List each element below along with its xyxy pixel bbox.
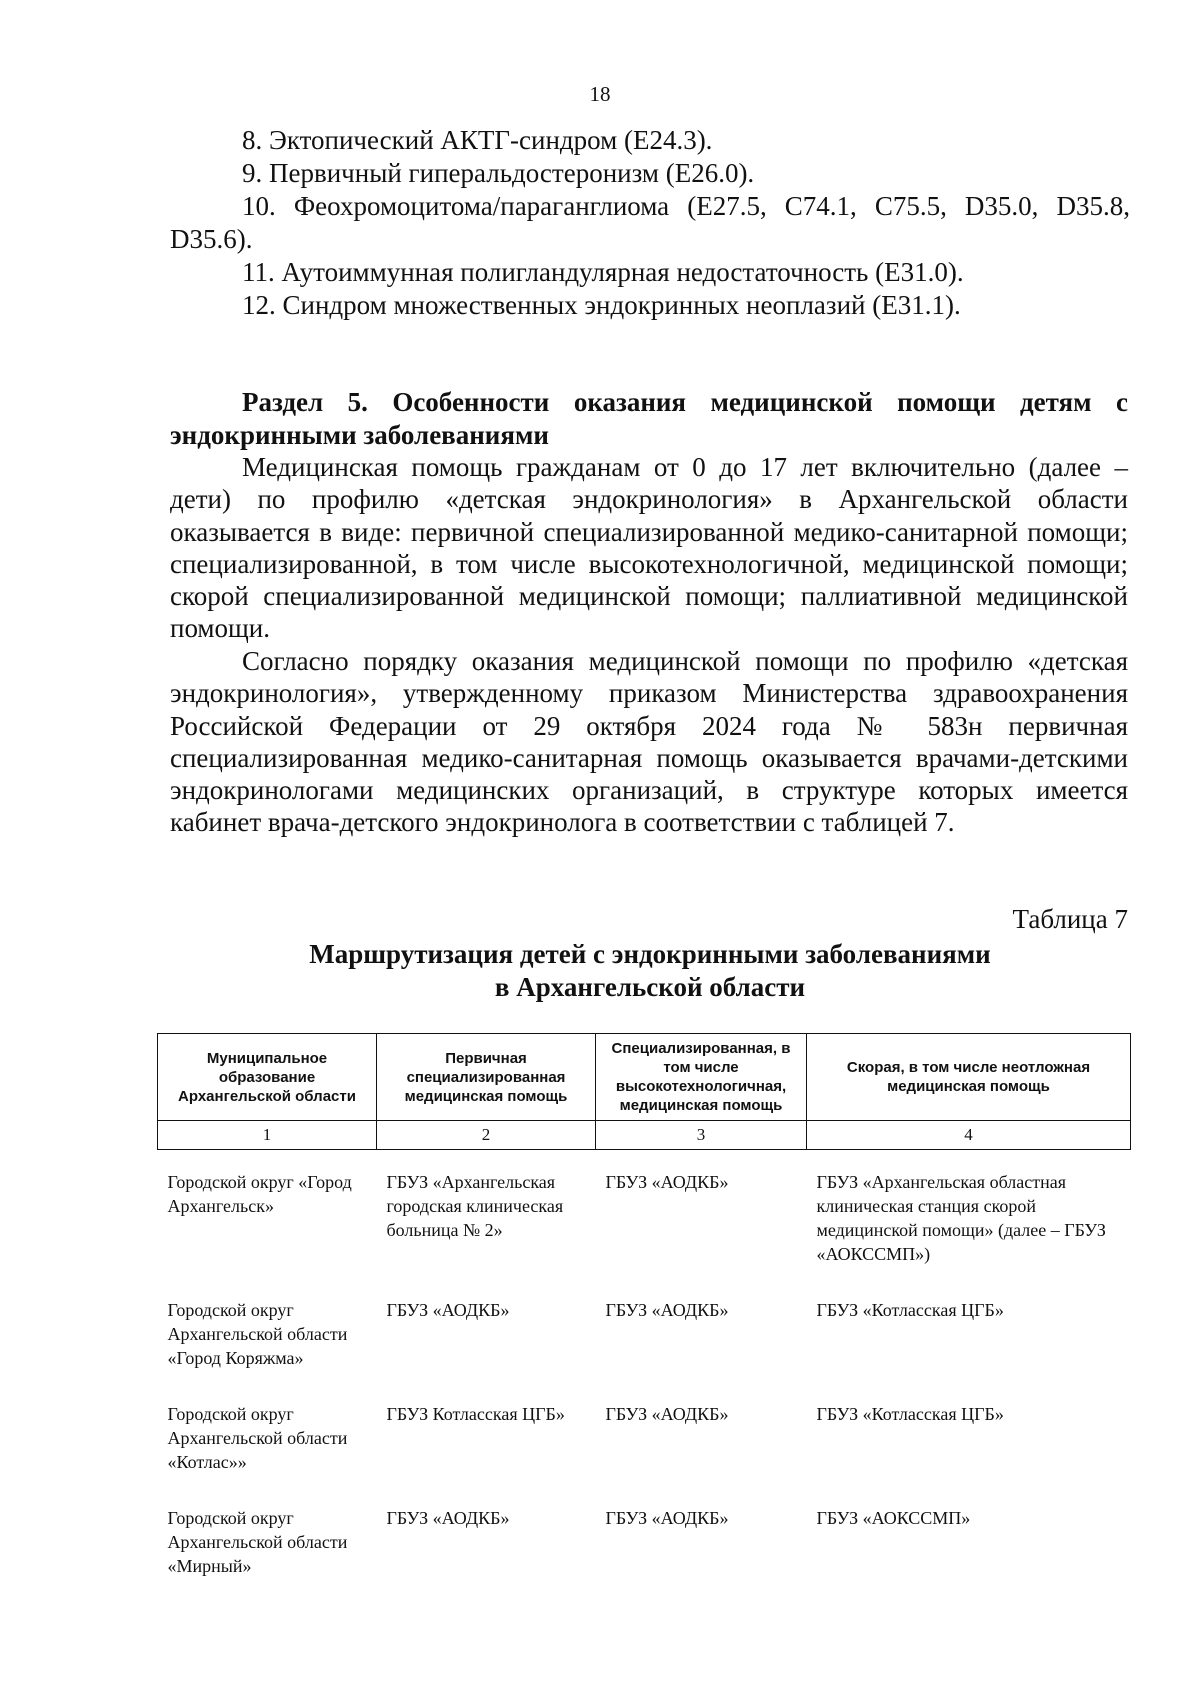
paragraph: Медицинская помощь гражданам от 0 до 17 лет включительно (далее – дети) по профилю «детская эндокринология» в Архангельской области оказывается в виде: первичной специализированной медико-санитарной помощи; специализированной, в том числе высокотехнологичной, медицинской помощи; скорой специализированной медицинской помощи; паллиативной медицинской помощи.	[170, 452, 1128, 644]
table-cell: ГБУЗ «Архангельская городская клиническая больница № 2»	[386, 1172, 564, 1240]
table-cell: ГБУЗ «АОДКБ»	[605, 1300, 729, 1320]
section-title-text: Раздел 5. Особенности оказания медицинской помощи детям с эндокринными заболеваниями	[170, 387, 1128, 450]
table-title	[170, 938, 1130, 1004]
header-primary-care: Первичная специализированная медицинская помощь	[377, 1034, 596, 1121]
table-row	[158, 1396, 1131, 1500]
table-row	[158, 1500, 1131, 1604]
table-cell: ГБУЗ Котласская ЦГБ»	[386, 1404, 565, 1424]
table-cell: ГБУЗ «АОДКБ»	[605, 1404, 729, 1424]
page-number: 18	[589, 82, 611, 106]
table-cell: ГБУЗ «АОДКБ»	[605, 1508, 729, 1528]
routing-table	[157, 1033, 1131, 1604]
header-specialized-care: Специализированная, в том числе высокотехнологичная, медицинская помощь	[596, 1034, 807, 1121]
column-number: 2	[377, 1121, 596, 1150]
table-title-line: в Архангельской области	[494, 972, 806, 1002]
table-cell: Городской округ Архангельской области «Город Коряжма»	[167, 1300, 348, 1368]
column-number: 4	[807, 1121, 1131, 1150]
table-cell: ГБУЗ «АОДКБ»	[605, 1172, 729, 1192]
list-item: 12. Синдром множественных эндокринных неоплазий (Е31.1).	[242, 290, 961, 320]
table-title-line: Маршрутизация детей с эндокринными заболеваниями	[309, 939, 991, 969]
table-cell: ГБУЗ «Котласская ЦГБ»	[816, 1300, 1004, 1320]
table-row	[158, 1164, 1131, 1292]
table-cell: ГБУЗ «АОКССМП»	[816, 1508, 971, 1528]
header-municipality: Муниципальное образование Архангельской области	[158, 1034, 377, 1121]
table-spacer	[158, 1150, 1131, 1165]
paragraph: Согласно порядку оказания медицинской помощи по профилю «детская эндокринология», утвержденному приказом Министерства здравоохранения Российской Федерации от 29 октября 2024 года № 583н первичная специализированная медико-санитарная помощь оказывается врачами-детскими эндокринологами медицинских организаций, в структуре которых имеется кабинет врача-детского эндокринолога в соответствии с таблицей 7.	[170, 646, 1128, 838]
section-title	[170, 386, 1128, 452]
table-cell: Городской округ Архангельской области «Котлас»»	[167, 1404, 348, 1472]
table-cell: ГБУЗ «Архангельская областная клиническая станция скорой медицинской помощи» (далее – ГБУЗ «АОКССМП»)	[816, 1172, 1106, 1264]
diagnosis-list	[170, 124, 1130, 322]
table-cell: ГБУЗ «АОДКБ»	[386, 1508, 510, 1528]
column-number-row	[158, 1121, 1131, 1150]
list-item: 11. Аутоиммунная полигландулярная недостаточность (Е31.0).	[242, 257, 964, 287]
table-cell: Городской округ Архангельской области «Мирный»	[167, 1508, 348, 1576]
header-emergency-care: Скорая, в том числе неотложная медицинская помощь	[807, 1034, 1131, 1121]
list-item: 8. Эктопический АКТГ-синдром (Е24.3).	[242, 125, 713, 155]
table-cell: Городской округ «Город Архангельск»	[167, 1172, 352, 1216]
list-item: 9. Первичный гиперальдостеронизм (Е26.0).	[242, 158, 755, 188]
table-header-row	[158, 1034, 1131, 1121]
table-row	[158, 1292, 1131, 1396]
list-item: 10. Феохромоцитома/параганглиома (Е27.5, С74.1, С75.5, D35.0, D35.8, D35.6).	[170, 191, 1130, 254]
table-caption: Таблица 7	[1012, 904, 1128, 934]
column-number: 3	[596, 1121, 807, 1150]
column-number: 1	[158, 1121, 377, 1150]
table-cell: ГБУЗ «Котласская ЦГБ»	[816, 1404, 1004, 1424]
table-cell: ГБУЗ «АОДКБ»	[386, 1300, 510, 1320]
